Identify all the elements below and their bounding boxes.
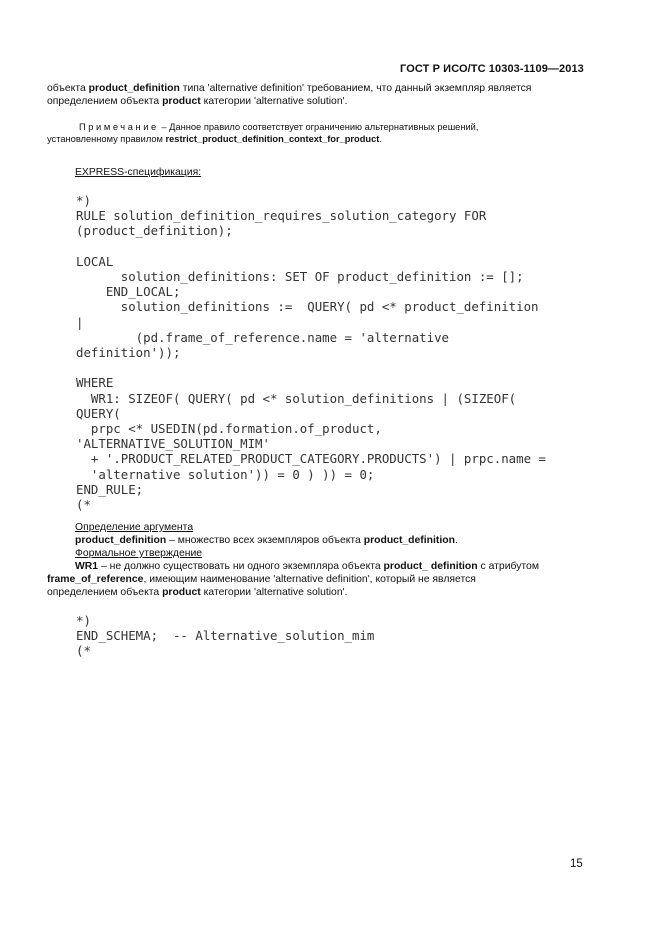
formal-line-3: определением объекта product категории 'alternative solution'. (47, 587, 348, 598)
rule-name: restrict_product_definition_context_for_product (165, 134, 380, 144)
intro-line-1: объекта product_definition типа 'alternative definition' требованием, что данный экземпляр является (47, 83, 532, 94)
formal-line-1: WR1 – не должно существовать ни одного экземпляра объекта product_ definition с атрибутом (75, 561, 539, 572)
note-line-2: установленному правилом restrict_product_definition_context_for_product. (47, 134, 382, 144)
formal-heading: Формальное утверждение (75, 548, 203, 559)
formal-line-2: frame_of_reference, имеющим наименование 'alternative definition', который не является (47, 574, 476, 585)
note-paragraph (47, 121, 584, 145)
note-line-1: Примечание – Данное правило соответствует ограничению альтернативных решений, (47, 121, 584, 133)
intro-line-2: определением объекта product категории 'alternative solution'. (47, 96, 348, 107)
argument-definition: product_definition – множество всех экземпляров объекта product_definition. (75, 535, 458, 546)
wr1-label: WR1 (75, 561, 99, 572)
note-label: Примечание (79, 122, 159, 132)
express-heading: EXPRESS-спецификация: (75, 167, 202, 178)
argument-name: product_definition (75, 535, 167, 546)
argument-heading: Определение аргумента (75, 522, 194, 533)
document-header: ГОСТ Р ИСО/ТС 10303-1109—2013 (400, 63, 584, 75)
entity-product-definition: product_definition (88, 83, 180, 94)
express-code-rule: *) RULE solution_definition_requires_solution_category FOR (product_definition); LOCAL solution_definitions: SET OF product_definition := []; END_LOCAL; solution_definitions := QUERY( pd <* product_definition | (pd.frame_of_reference.name = 'alternative definition')); WHERE WR1: SIZEOF( QUERY( pd <* solution_definitions | (SIZEOF( QUERY( prpc <* USEDIN(pd.formation.of_product, 'ALTERNATIVE_SOLUTION_MIM' + '.PRODUCT_RELATED_PRODUCT_CATEGORY.PRODUCTS') | prpc.name = 'alternative solution')) = 0 ) )) = 0; END_RULE; (* (76, 193, 546, 513)
attribute-name: frame_of_reference (47, 574, 144, 585)
formal-section (47, 547, 584, 599)
page-number: 15 (570, 858, 583, 870)
intro-paragraph (47, 82, 584, 108)
argument-section (47, 521, 584, 547)
entity-name: product_definition (363, 535, 455, 546)
entity-product: product (162, 96, 201, 107)
express-code-end-schema: *) END_SCHEMA; -- Alternative_solution_mim (* (76, 613, 375, 659)
